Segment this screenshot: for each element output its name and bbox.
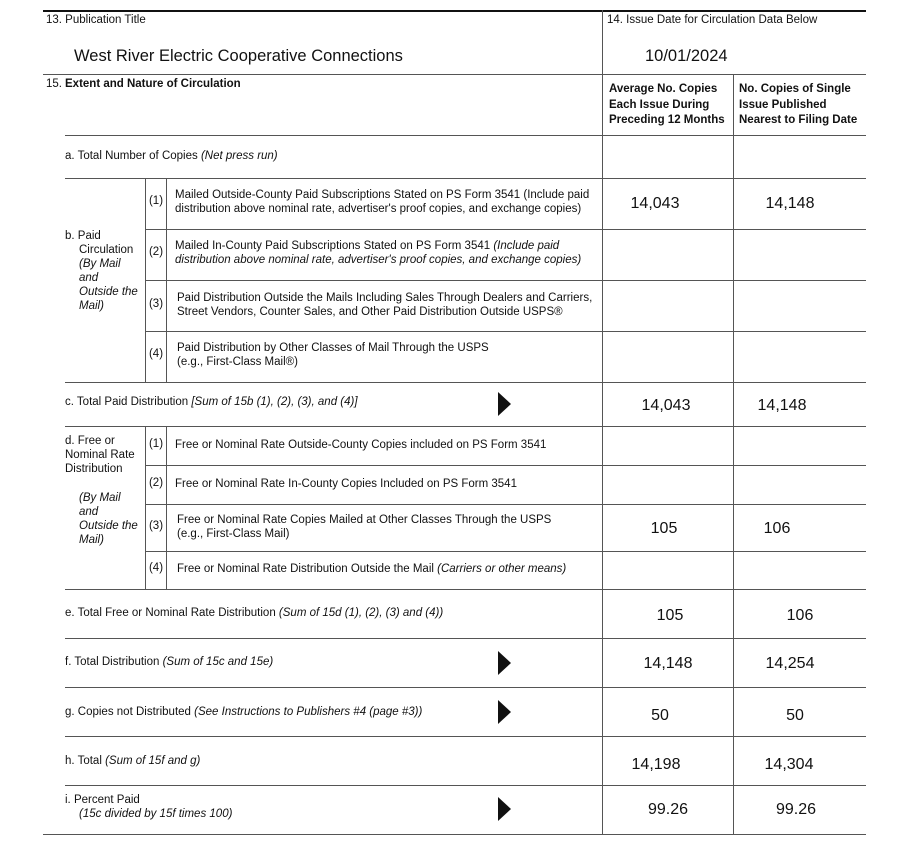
- row-e-note: (Sum of 15d (1), (2), (3) and (4)): [278, 607, 444, 619]
- row-e-label: [65, 606, 443, 620]
- row-b1-single: 14,148: [765, 195, 815, 212]
- row-d2-text: Free or Nominal Rate In-County Copies Included on PS Form 3541: [175, 478, 517, 490]
- row-c-label-text: c. Total Paid Distribution: [65, 396, 189, 408]
- row-d3-single: 106: [763, 520, 791, 537]
- b-num-right-line: [166, 178, 167, 382]
- row-h-label: [65, 754, 200, 768]
- row-a-label-text: a. Total Number of Copies: [65, 150, 198, 162]
- col-header-average: Average No. Copies Each Issue During Preceding 12 Months: [609, 83, 725, 126]
- row-f-note: (Sum of 15c and 15e): [162, 656, 274, 668]
- row-h-avg: 14,198: [631, 756, 681, 773]
- row-f-single: 14,254: [765, 655, 815, 672]
- row-c-single: 14,148: [757, 397, 807, 414]
- section-15-title: Extent and Nature of Circulation: [65, 78, 241, 90]
- row-h-note: (Sum of 15f and g): [105, 755, 201, 767]
- row-h-label-text: h. Total: [65, 755, 102, 767]
- row-d-group-note: (By Mail and Outside the Mail): [79, 492, 138, 546]
- triangle-right-icon: [498, 392, 511, 416]
- row-i-label: i. Percent Paid: [65, 794, 140, 806]
- row-d1-num: (1): [148, 438, 164, 450]
- rule-after-b2: [145, 280, 866, 281]
- rule-after-c: [65, 426, 866, 427]
- row-b2-text-italic: (Include paid distribution above nominal rate, advertiser's proof copies, and exchange copies): [175, 240, 582, 266]
- rule-after-b1: [145, 229, 866, 230]
- rule-after-headers: [65, 135, 866, 136]
- rule-after-g: [65, 736, 866, 737]
- row-d1-text: Free or Nominal Rate Outside-County Copies included on PS Form 3541: [175, 439, 547, 451]
- row-b3-text: Paid Distribution Outside the Mails Including Sales Through Dealers and Carriers, Street Vendors, Counter Sales, and Other Paid Distribution Outside USPS®: [177, 292, 593, 318]
- triangle-right-icon: [498, 797, 511, 821]
- triangle-right-icon: [498, 700, 511, 724]
- issue-date-label: 14. Issue Date for Circulation Data Below: [607, 14, 818, 26]
- row-a-note: (Net press run): [200, 150, 278, 162]
- rule-after-a: [65, 178, 866, 179]
- row-b1-text: Mailed Outside-County Paid Subscriptions Stated on PS Form 3541 (Include paid distribution above nominal rate, advertiser's proof copies, and exchange copies): [175, 189, 590, 215]
- row-b-group-note: (By Mail and Outside the Mail): [79, 258, 138, 312]
- d-num-right-line: [166, 426, 167, 589]
- row-b1-avg: 14,043: [630, 195, 680, 212]
- row-i-single: 99.26: [775, 801, 817, 818]
- top-border: [43, 10, 866, 12]
- row-b2-text-plain: Mailed In-County Paid Subscriptions Stated on PS Form 3541: [175, 240, 491, 252]
- row-g-avg: 50: [651, 707, 669, 724]
- rule-after-b4: [65, 382, 866, 383]
- row-i-avg: 99.26: [647, 801, 689, 818]
- row-b4-text-line1: Paid Distribution by Other Classes of Mail Through the USPS: [177, 342, 489, 354]
- row-f-label: [65, 655, 273, 669]
- row-b3-num: (3): [148, 298, 164, 310]
- row-b-group-label-2: Circulation: [79, 244, 134, 256]
- triangle-right-icon: [498, 651, 511, 675]
- col-header-single-issue: No. Copies of Single Issue Published Nearest to Filing Date: [739, 83, 858, 126]
- rule-bottom: [43, 834, 866, 835]
- row-d3-num: (3): [148, 520, 164, 532]
- row-c-label: [65, 395, 358, 409]
- rule-after-d2: [145, 504, 866, 505]
- row-i-note: (15c divided by 15f times 100): [79, 808, 233, 820]
- rule-after-f: [65, 687, 866, 688]
- row-g-single: 50: [786, 707, 804, 724]
- rule-after-d4: [65, 589, 866, 590]
- row-b-group-label: b. Paid: [65, 230, 101, 242]
- row-a-label: [65, 149, 278, 163]
- section-15-number: 15.: [46, 78, 62, 90]
- row-e-avg: 105: [656, 607, 684, 624]
- rule-after-d1: [145, 465, 866, 466]
- issue-date-value: 10/01/2024: [645, 47, 728, 65]
- row-d2-num: (2): [148, 477, 164, 489]
- header-divider: [43, 74, 866, 75]
- row-b2-text: [175, 239, 595, 267]
- row-g-label-text: g. Copies not Distributed: [65, 706, 191, 718]
- row-d4-text: [177, 562, 566, 576]
- row-b2-num: (2): [148, 246, 164, 258]
- row-c-avg: 14,043: [641, 397, 691, 414]
- publication-title-label: 13. Publication Title: [46, 14, 146, 26]
- row-f-avg: 14,148: [643, 655, 693, 672]
- row-d3-text-line2: (e.g., First-Class Mail): [177, 528, 290, 540]
- row-g-note: (See Instructions to Publishers #4 (page #3)): [194, 706, 423, 718]
- row-c-note: [Sum of 15b (1), (2), (3), and (4)]: [191, 396, 358, 408]
- row-b1-num: (1): [148, 195, 164, 207]
- rule-after-h: [65, 785, 866, 786]
- rule-after-b3: [145, 331, 866, 332]
- row-d4-num: (4): [148, 562, 164, 574]
- row-b4-text-line2: (e.g., First-Class Mail®): [177, 356, 298, 368]
- row-b4-num: (4): [148, 348, 164, 360]
- rule-after-d3: [145, 551, 866, 552]
- row-h-single: 14,304: [764, 756, 814, 773]
- row-d3-avg: 105: [650, 520, 678, 537]
- row-d4-text-italic: (Carriers or other means): [437, 563, 567, 575]
- rule-after-e: [65, 638, 866, 639]
- row-d-group-label: d. Free or Nominal Rate Distribution: [65, 435, 135, 475]
- row-g-label: [65, 705, 422, 719]
- row-f-label-text: f. Total Distribution: [65, 656, 160, 668]
- row-e-single: 106: [786, 607, 814, 624]
- publication-title-value: West River Electric Cooperative Connections: [74, 47, 403, 65]
- row-d4-text-plain: Free or Nominal Rate Distribution Outside the Mail: [177, 563, 434, 575]
- row-e-label-text: e. Total Free or Nominal Rate Distribution: [65, 607, 276, 619]
- row-d3-text-line1: Free or Nominal Rate Copies Mailed at Other Classes Through the USPS: [177, 514, 552, 526]
